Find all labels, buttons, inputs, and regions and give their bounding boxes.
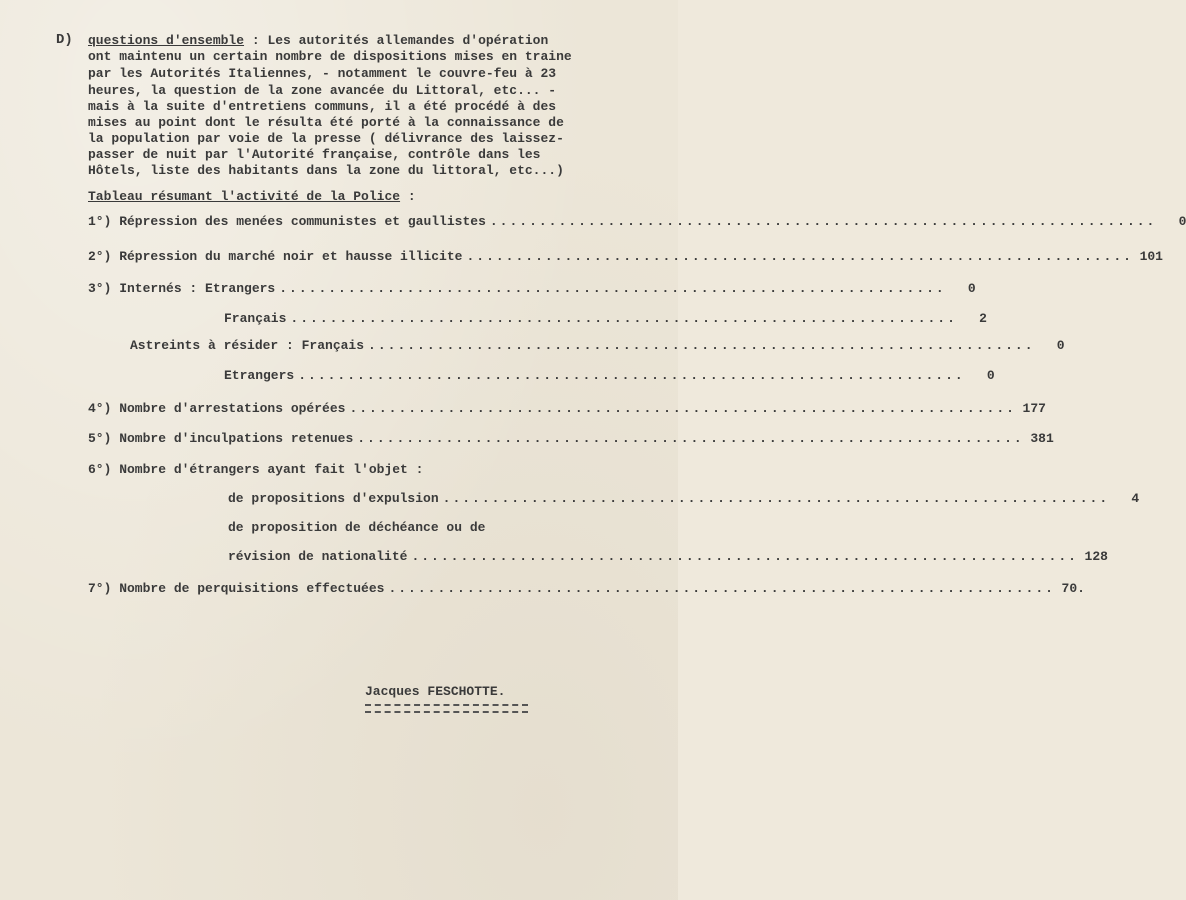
row-label: Etrangers (224, 368, 295, 383)
row-value: 101 (1139, 249, 1163, 264)
paragraph-line: mises au point dont le résulta été porté à la connaissance de (88, 115, 564, 130)
leader-dots: .................................................................... (357, 431, 1024, 446)
paragraph-line: mais à la suite d'entretiens communs, il a été procédé à des (88, 99, 557, 114)
row-label: 2°) Répression du marché noir et hausse illicite (88, 249, 463, 264)
row-value: 0 (986, 368, 995, 383)
leader-dots: .................................................................... (411, 549, 1078, 564)
row-label: 3°) Internés : Etrangers (88, 281, 276, 296)
table-row (88, 581, 1085, 596)
table-row (130, 338, 1065, 353)
table-row (228, 520, 650, 535)
table-row (88, 462, 650, 477)
paragraph-line: heures, la question de la zone avancée du Littoral, etc... - (88, 83, 557, 98)
leader-dots: .................................................................... (298, 368, 965, 383)
row-label: Français (224, 311, 287, 326)
leader-dots: .................................................................... (388, 581, 1055, 596)
paragraph-line: passer de nuit par l'Autorité française, contrôle dans les (88, 147, 541, 162)
signature-name: Jacques FESCHOTTE. (365, 684, 506, 699)
paragraph-line: ont maintenu un certain nombre de dispositions mises en traine (88, 49, 572, 64)
row-value: 128 (1084, 549, 1108, 564)
row-value: 4 (1131, 491, 1140, 506)
paragraph-line: Hôtels, liste des habitants dans la zone du littoral, etc...) (88, 163, 564, 178)
paragraph-line: la population par voie de la presse ( délivrance des laissez- (88, 131, 564, 146)
leader-dots: .................................................................... (489, 214, 1157, 229)
table-row (228, 491, 1140, 506)
leader-dots: .................................................................... (368, 338, 1035, 353)
table-title-text: Tableau résumant l'activité de la Police (88, 189, 401, 204)
table-row (88, 401, 1046, 416)
paragraph-line: par les Autorités Italiennes, - notamment le couvre-feu à 23 (88, 66, 557, 81)
row-value: 0 (1178, 214, 1186, 229)
section-first-line (88, 34, 548, 47)
leader-dots: .................................................................... (279, 281, 946, 296)
section-title: questions d'ensemble (88, 33, 245, 48)
leader-dots: .................................................................... (442, 491, 1110, 506)
row-value: 381 (1030, 431, 1054, 446)
row-label: de proposition de déchéance ou de (228, 520, 486, 535)
leader-dots: .................................................................... (466, 249, 1133, 264)
table-row (88, 249, 1163, 264)
row-label: 5°) Nombre d'inculpations retenues (88, 431, 354, 446)
signature-rule (365, 704, 528, 713)
row-value: 0 (967, 281, 976, 296)
table-title (88, 189, 416, 204)
row-value: 70. (1061, 581, 1085, 596)
table-row (88, 281, 976, 296)
row-label: Astreints à résider : Français (130, 338, 365, 353)
section-letter: D) (56, 32, 73, 48)
row-label: 7°) Nombre de perquisitions effectuées (88, 581, 385, 596)
table-row (88, 431, 1054, 446)
section-separator: : (244, 33, 260, 48)
row-value: 177 (1022, 401, 1046, 416)
table-row (224, 311, 987, 326)
leader-dots: .................................................................... (290, 311, 957, 326)
row-label: 6°) Nombre d'étrangers ayant fait l'objet : (88, 462, 424, 477)
row-label: 4°) Nombre d'arrestations opérées (88, 401, 346, 416)
table-title-suffix: : (400, 189, 416, 204)
row-label: 1°) Répression des menées communistes et gaullistes (88, 214, 486, 229)
paragraph-line: Les autorités allemandes d'opération (259, 33, 549, 48)
row-label: de propositions d'expulsion (228, 491, 439, 506)
row-value: 2 (979, 311, 987, 326)
table-row (224, 368, 995, 383)
table-row (228, 549, 1108, 564)
leader-dots: .................................................................... (349, 401, 1016, 416)
table-row (88, 214, 1186, 229)
row-value: 0 (1056, 338, 1065, 353)
row-label: révision de nationalité (228, 549, 408, 564)
